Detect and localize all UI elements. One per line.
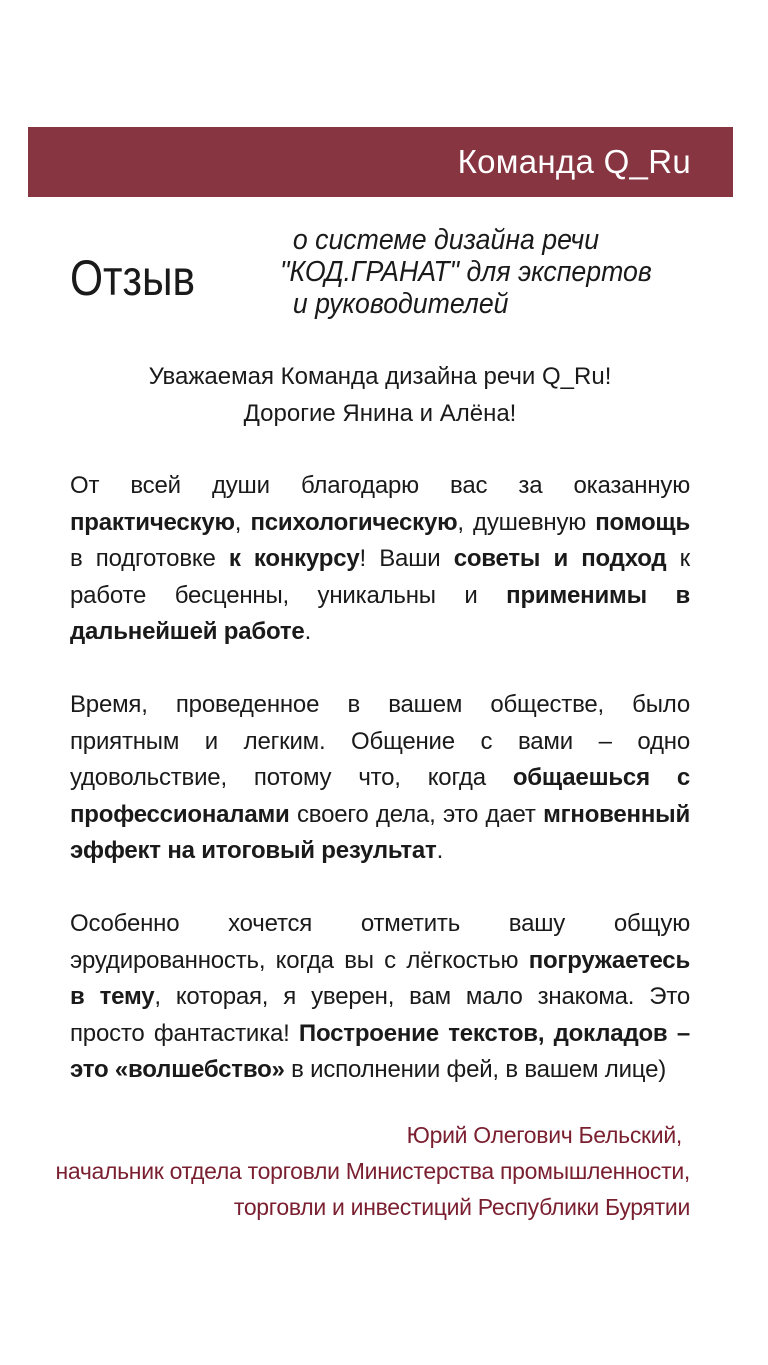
review-paragraph-1 <box>70 468 690 651</box>
review-paragraph-3 <box>70 906 690 1089</box>
text-run: , <box>234 508 251 536</box>
text-run: ! Ваши <box>359 545 454 573</box>
text-run: . <box>436 837 444 865</box>
team-name: Команда Q_Ru <box>457 143 691 180</box>
greeting-line: Дорогие Янина и Алёна! <box>243 400 517 427</box>
bold-run: психологическую <box>250 508 458 536</box>
text-run: , которая, я уверен, вам мало знакома. Это просто фантастика! <box>70 983 691 1047</box>
page-title: Отзыв <box>70 250 196 306</box>
greeting <box>70 358 690 432</box>
bold-run: применимы в дальнейшей работе <box>70 581 691 646</box>
bold-run: мгновенный эффект на итоговый результат <box>70 800 690 865</box>
signature <box>40 1117 690 1225</box>
subtitle-line: и руководителей <box>292 288 509 320</box>
text-run: Особенно хочется отметить вашу общую эрудированность, когда вы с лёгкостью <box>70 910 690 974</box>
bold-run: погружаетесь в тему <box>70 946 690 1011</box>
signature-position: торговли и инвестиций Республики Бурятии <box>233 1194 690 1220</box>
review-paragraph-2 <box>70 687 690 870</box>
bold-run: практическую <box>70 508 235 536</box>
text-run: От всей души благодарю вас за оказанную <box>70 472 690 499</box>
signature-position: начальник отдела торговли Министерства промышленности, <box>55 1158 690 1184</box>
bold-run: общаешься с профессионалами <box>70 764 690 828</box>
text-run: к работе бесценны, уникальны и <box>70 545 690 609</box>
bold-run: к конкурсу <box>228 545 360 573</box>
text-run: , душевную <box>457 508 596 536</box>
page-subtitle <box>280 224 676 320</box>
text-run: своего дела, это дает <box>289 800 544 828</box>
text-run: . <box>304 618 312 646</box>
bold-run: советы и подход <box>453 545 667 573</box>
text-run: в подготовке <box>70 545 229 573</box>
subtitle-line: "КОД.ГРАНАТ" для экспертов <box>280 256 652 288</box>
subtitle-line: о системе дизайна речи <box>292 224 600 256</box>
header-banner <box>28 127 733 197</box>
text-run: Время, проведенное в вашем обществе, было приятным и легким. Общение с вами – одно удовольствие, потому что, когда <box>70 691 690 792</box>
bold-run: Построение текстов, докладов – это «волшебство» <box>70 1019 690 1084</box>
bold-run: помощь <box>595 508 691 536</box>
greeting-line: Уважаемая Команда дизайна речи Q_Ru! <box>148 363 612 390</box>
text-run: в исполнении фей, в вашем лице) <box>284 1056 667 1084</box>
signature-name: Юрий Олегович Бельский, <box>406 1122 682 1148</box>
